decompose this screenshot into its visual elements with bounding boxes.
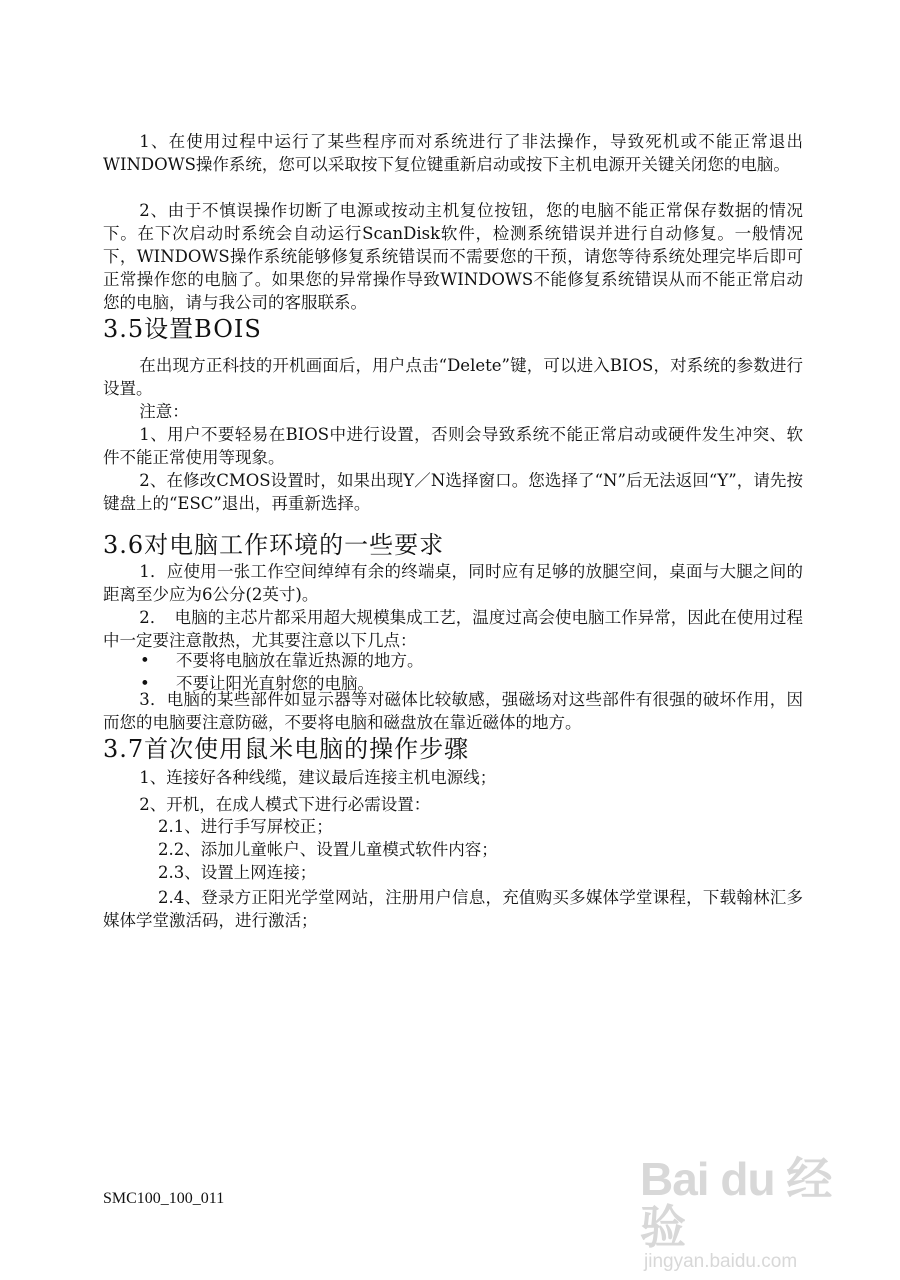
heading-3-6: 3.6对电脑工作环境的一些要求 <box>103 531 445 559</box>
env-bullet-1-text: 不要将电脑放在靠近热源的地方。 <box>176 651 424 670</box>
bios-note-2: 2、在修改CMOS设置时，如果出现Y／N选择窗口。您选择了“N”后无法返回“Y”，请先按键盘上的“ESC”退出，再重新选择。 <box>103 471 803 513</box>
env-item-1: 1．应使用一张工作空间绰绰有余的终端桌，同时应有足够的放腿空间，桌面与大腿之间的距离至少应为6公分(2英寸)。 <box>103 562 803 604</box>
env-item-2: 2． 电脑的主芯片都采用超大规模集成工艺，温度过高会使电脑工作异常，因此在使用过程中一定要注意散热，尤其要注意以下几点： <box>103 608 803 650</box>
doc-code: SMC100_100_011 <box>103 1190 225 1207</box>
step-2-3: 2.3、设置上网连接； <box>158 863 317 882</box>
bios-note-1: 1、用户不要轻易在BIOS中进行设置，否则会导致系统不能正常启动或硬件发生冲突、软件不能正常使用等现象。 <box>103 425 803 467</box>
env-bullet-2-text: 不要让阳光直射您的电脑。 <box>176 674 374 693</box>
step-1: 1、连接好各种线缆，建议最后连接主机电源线； <box>139 768 497 787</box>
step-2-1: 2.1、进行手写屏校正； <box>158 817 333 836</box>
step-2-2: 2.2、添加儿童帐户、设置儿童模式软件内容； <box>158 840 498 859</box>
watermark-logo: Bai du 经验 <box>640 1153 832 1253</box>
heading-3-5: 3.5设置BOIS <box>103 315 262 343</box>
paragraph-crash-2: 2、由于不慎误操作切断了电源或按动主机复位按钮，您的电脑不能正常保存数据的情况下。在下次启动时系统会自动运行ScanDisk软件，检测系统错误并进行自动修复。一般情况下，WINDOWS操作系统能够修复系统错误而不需要您的干预，请您等待系统处理完毕后即可正常操作您的电脑了。如果您的异常操作导致WINDOWS不能修复系统错误从而不能正常启动您的电脑，请与我公司的客服联系。 <box>103 201 803 312</box>
step-2-4: 2.4、登录方正阳光学堂网站，注册用户信息，充值购买多媒体学堂课程，下载翰林汇多媒体学堂激活码，进行激活； <box>103 888 803 930</box>
heading-3-7: 3.7首次使用鼠米电脑的操作步骤 <box>103 735 470 763</box>
env-item-3: 3．电脑的某些部件如显示器等对磁体比较敏感，强磁场对这些部件有很强的破坏作用，因而您的电脑要注意防磁，不要将电脑和磁盘放在靠近磁体的地方。 <box>103 690 803 732</box>
step-2: 2、开机，在成人模式下进行必需设置： <box>139 795 431 814</box>
paragraph-crash-1: 1、在使用过程中运行了某些程序而对系统进行了非法操作，导致死机或不能正常退出WINDOWS操作系统，您可以采取按下复位键重新启动或按下主机电源开关键关闭您的电脑。 <box>103 132 803 174</box>
watermark-url: jingyan.baidu.com <box>644 1251 798 1272</box>
bios-intro: 在出现方正科技的开机画面后，用户点击“Delete”键，可以进入BIOS，对系统的参数进行设置。 <box>103 356 803 398</box>
bios-note-label: 注意： <box>139 402 189 421</box>
bullet-icon: • <box>140 674 150 693</box>
baidu-jingyan-watermark <box>640 1153 840 1272</box>
env-bullet-1 <box>140 649 424 672</box>
bullet-icon: • <box>140 651 150 670</box>
